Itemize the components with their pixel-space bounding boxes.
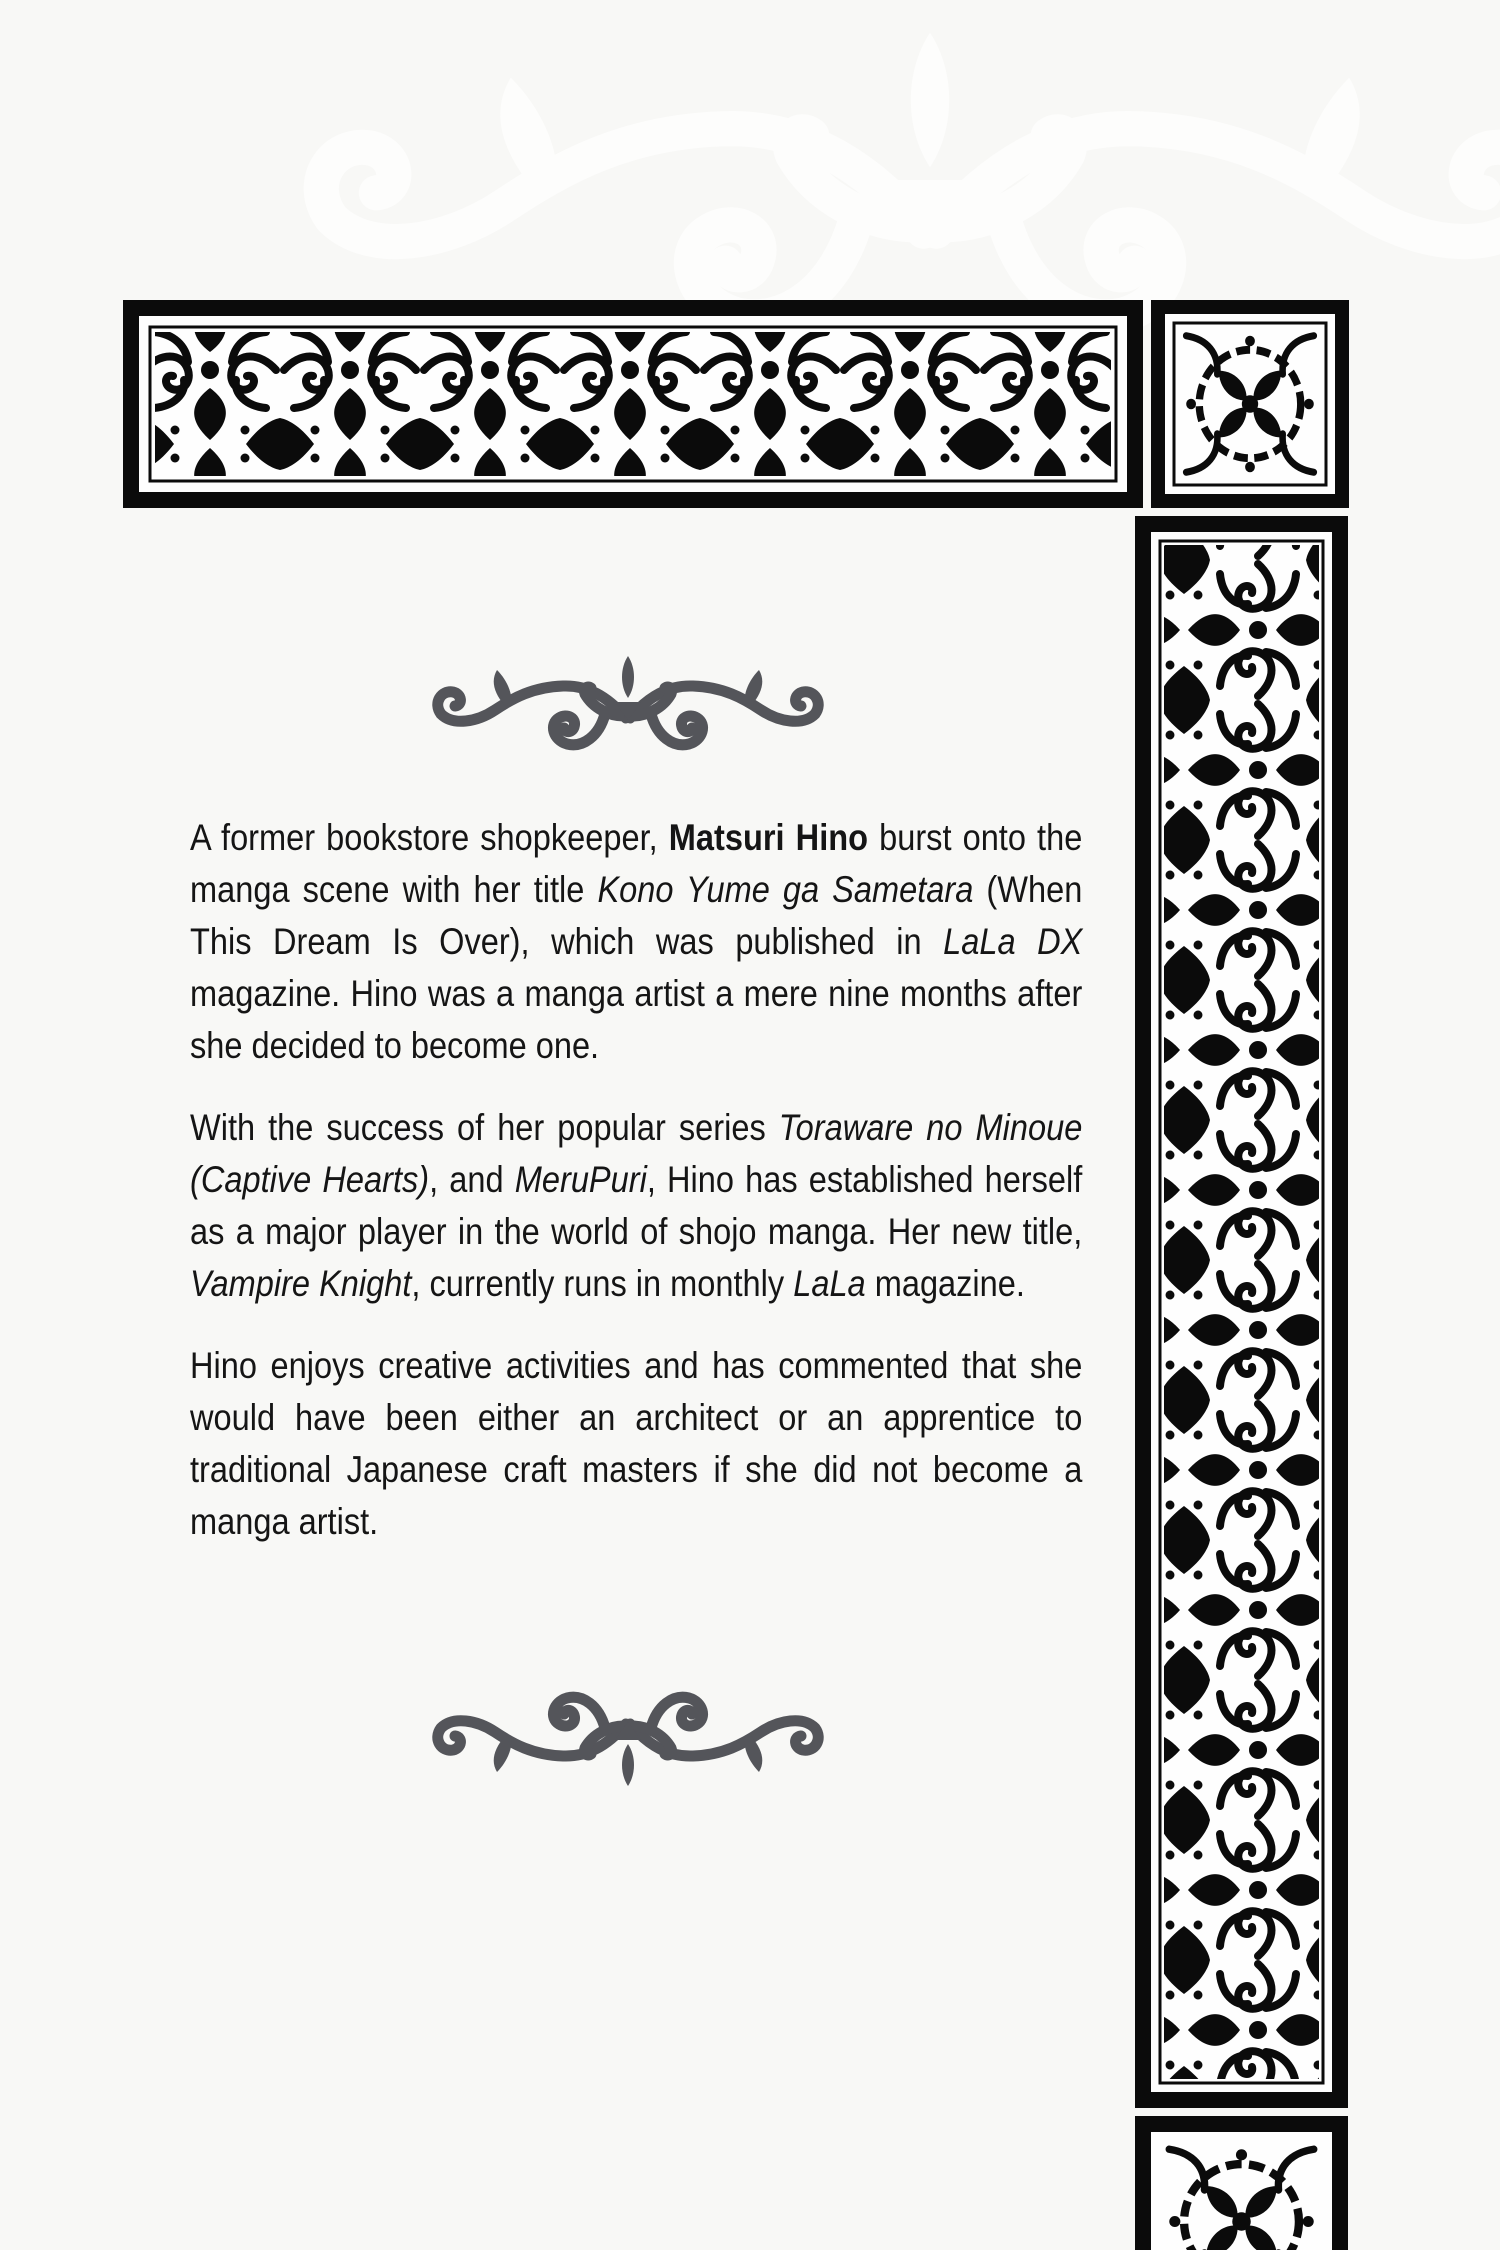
text-segment: LaLa DX bbox=[943, 921, 1083, 962]
watermark-flourish-icon bbox=[321, 33, 1500, 317]
text-segment: Hino enjoys creative activities and has commented that she would have been either an architect or an apprentice to traditional Japanese craft masters if she did not become a manga artist. bbox=[190, 1345, 1083, 1542]
text-segment: , currently runs in monthly bbox=[411, 1263, 794, 1304]
bottom-ornament-square bbox=[1135, 2116, 1348, 2250]
text-segment: Matsuri Hino bbox=[668, 817, 869, 858]
text-segment: , Hino has established herself as a major player in the world of shojo manga. Her new title, bbox=[190, 1159, 1083, 1252]
top-ornate-border bbox=[123, 300, 1143, 508]
text-segment: LaLa bbox=[793, 1263, 866, 1304]
text-segment: , and bbox=[429, 1159, 515, 1200]
right-ornate-border bbox=[1135, 516, 1348, 2108]
author-bio bbox=[190, 812, 1082, 1578]
text-segment: (When This Dream Is Over), which was published in bbox=[190, 869, 1083, 962]
scroll-divider-bottom-icon bbox=[438, 1697, 818, 1786]
bio-paragraph bbox=[190, 1340, 1082, 1548]
bio-paragraph bbox=[190, 812, 1082, 1072]
text-segment: A former bookstore shopkeeper, bbox=[190, 817, 669, 858]
text-segment: magazine. Hino was a manga artist a mere nine months after she decided to become one. bbox=[190, 973, 1083, 1066]
text-segment: Vampire Knight bbox=[190, 1263, 412, 1304]
text-segment: burst onto the manga scene with her title bbox=[190, 817, 1083, 910]
text-segment: With the success of her popular series bbox=[190, 1107, 779, 1148]
scroll-divider-top-icon bbox=[438, 656, 818, 745]
text-segment: Kono Yume ga Sametara bbox=[597, 869, 974, 910]
text-segment: magazine. bbox=[865, 1263, 1025, 1304]
text-segment: MeruPuri bbox=[514, 1159, 647, 1200]
bio-paragraph bbox=[190, 1102, 1082, 1310]
text-segment: Toraware no Minoue (Captive Hearts) bbox=[190, 1107, 1083, 1200]
corner-ornament-square bbox=[1151, 300, 1349, 508]
